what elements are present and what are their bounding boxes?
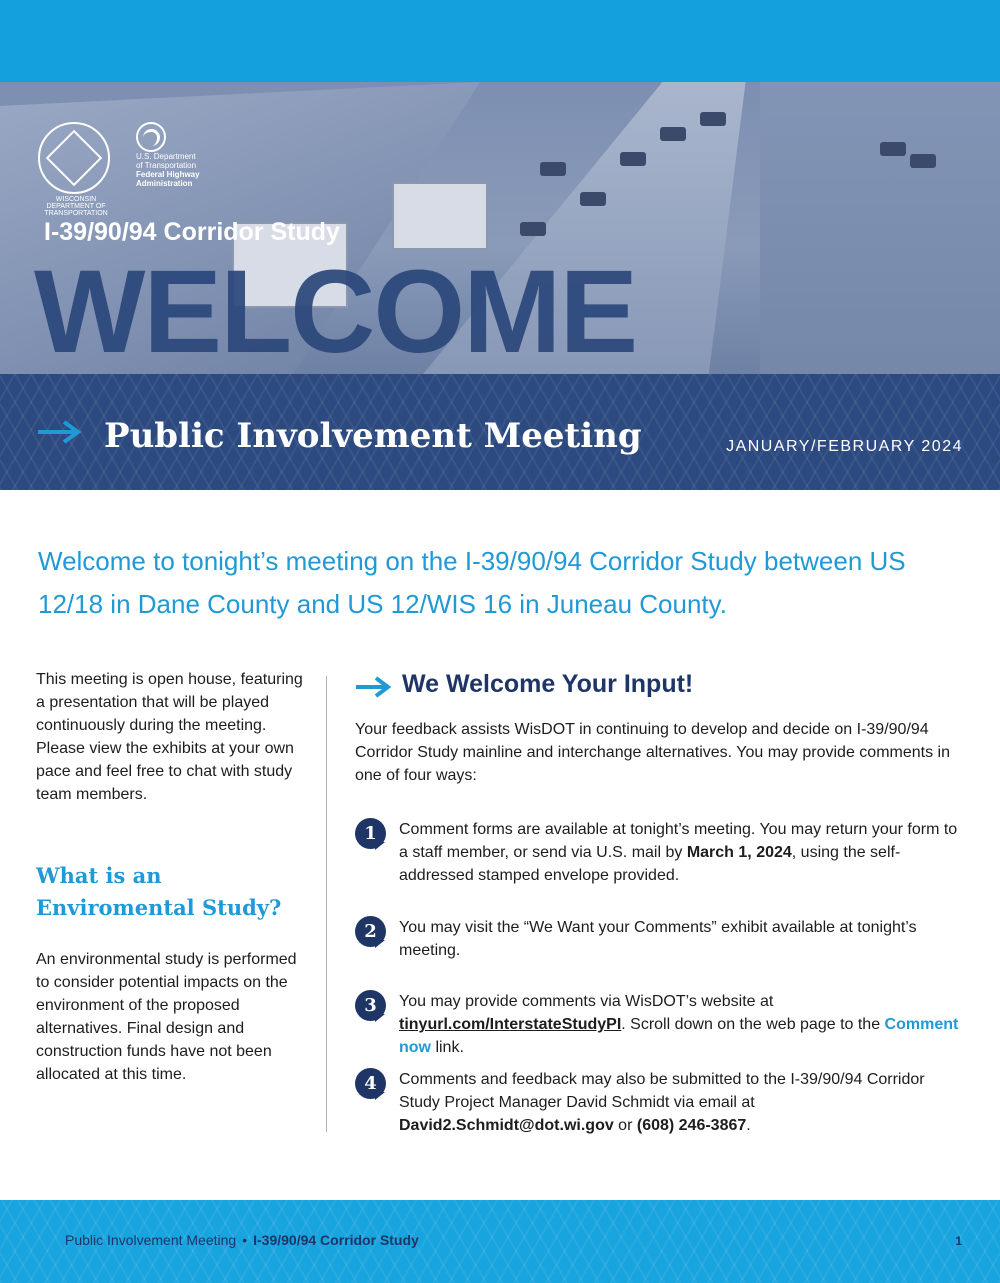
intro-statement: Welcome to tonight’s meeting on the I-39/90/94 Corridor Study between US 12/18 in Dane County and US 12/WIS 16 in Juneau County. [38, 546, 906, 619]
hero-car [540, 162, 566, 176]
hero-car [700, 112, 726, 126]
fhwa-line1: Federal Highway [136, 170, 200, 179]
environmental-study-heading [36, 860, 281, 924]
heading-line2: Enviromental Study? [36, 895, 282, 920]
wisdot-logo-text: WISCONSIN DEPARTMENT OF TRANSPORTATION [44, 196, 108, 217]
number-bubble-icon: 1 [355, 818, 386, 849]
contact-email[interactable]: David2.Schmidt@dot.wi.gov [399, 1117, 614, 1134]
comment-option-text: Comment forms are available at tonight’s meeting. You may return your form to a staff member, or send via U.S. mail by March 1, 2024, using the self-addressed stamped envelope provided. [399, 821, 958, 884]
number-bubble-icon: 4 [355, 1068, 386, 1099]
footer-meeting: Public Involvement Meeting [65, 1232, 237, 1248]
number-bubble-icon: 3 [355, 990, 386, 1021]
usdot-line1: U.S. Department [136, 152, 196, 161]
top-band [0, 0, 1000, 82]
usdot-fhwa-text [136, 152, 200, 188]
hero-car [660, 127, 686, 141]
input-heading-text: We Welcome Your Input! [402, 670, 694, 698]
environmental-study-paragraph: An environmental study is performed to consider potential impacts on the environment of the proposed alternatives. Final design and construction funds have not been allocated at this time. [36, 951, 297, 1083]
comment-option-text: Comments and feedback may also be submitted to the I-39/90/94 Corridor Study Project Manager David Schmidt via email at David2.Schmidt@dot.wi.gov or (608) 246-3867. [399, 1071, 925, 1134]
comment-option-text: You may visit the “We Want your Comments” exhibit available at tonight’s meeting. [399, 919, 917, 959]
comment-option-text: You may provide comments via WisDOT’s website at tinyurl.com/InterstateStudyPI. Scroll down on the web page to the Comment now link. [399, 993, 959, 1056]
hero-car [580, 192, 606, 206]
footer-separator: • [242, 1232, 248, 1248]
contact-phone[interactable]: (608) 246-3867 [636, 1117, 747, 1134]
column-divider [326, 676, 327, 1132]
usdot-logo-icon [136, 122, 166, 152]
hero-car [910, 154, 936, 168]
footer-text [65, 1232, 419, 1248]
arrow-right-icon [36, 420, 82, 444]
input-intro: Your feedback assists WisDOT in continuing to develop and decide on I-39/90/94 Corridor Study mainline and interchange alternatives. You may provide comments in one of four ways: [355, 721, 950, 784]
arrow-right-icon [355, 676, 391, 698]
number-bubble-icon: 2 [355, 916, 386, 947]
hero-landscape-right [760, 82, 1000, 412]
meeting-date: JANUARY/FEBRUARY 2024 [726, 438, 963, 455]
footer [0, 1200, 1000, 1283]
website-link[interactable]: tinyurl.com/InterstateStudyPI [399, 1016, 622, 1033]
hero-banner [0, 82, 1000, 490]
deadline-date: March 1, 2024 [686, 844, 792, 861]
study-title: I-39/90/94 Corridor Study [44, 218, 340, 246]
usdot-line2: of Transportation [136, 161, 197, 170]
page-number: 1 [955, 1234, 962, 1248]
open-house-paragraph: This meeting is open house, featuring a presentation that will be played continuously during the meeting. Please view the exhibits at your own pace and feel free to chat with study team members. [36, 671, 303, 803]
hero-car [620, 152, 646, 166]
welcome-heading: WELCOME [34, 246, 637, 378]
heading-line1: What is an [36, 863, 162, 888]
hero-car [880, 142, 906, 156]
wisdot-seal-icon [38, 122, 110, 217]
hero-car [520, 222, 546, 236]
fhwa-line2: Administration [136, 179, 193, 188]
meeting-title: Public Involvement Meeting [104, 416, 642, 456]
footer-study: I-39/90/94 Corridor Study [253, 1232, 419, 1248]
left-column [36, 668, 304, 1083]
comment-now-link[interactable]: Comment now [399, 1016, 959, 1056]
hero-truck [392, 182, 488, 250]
